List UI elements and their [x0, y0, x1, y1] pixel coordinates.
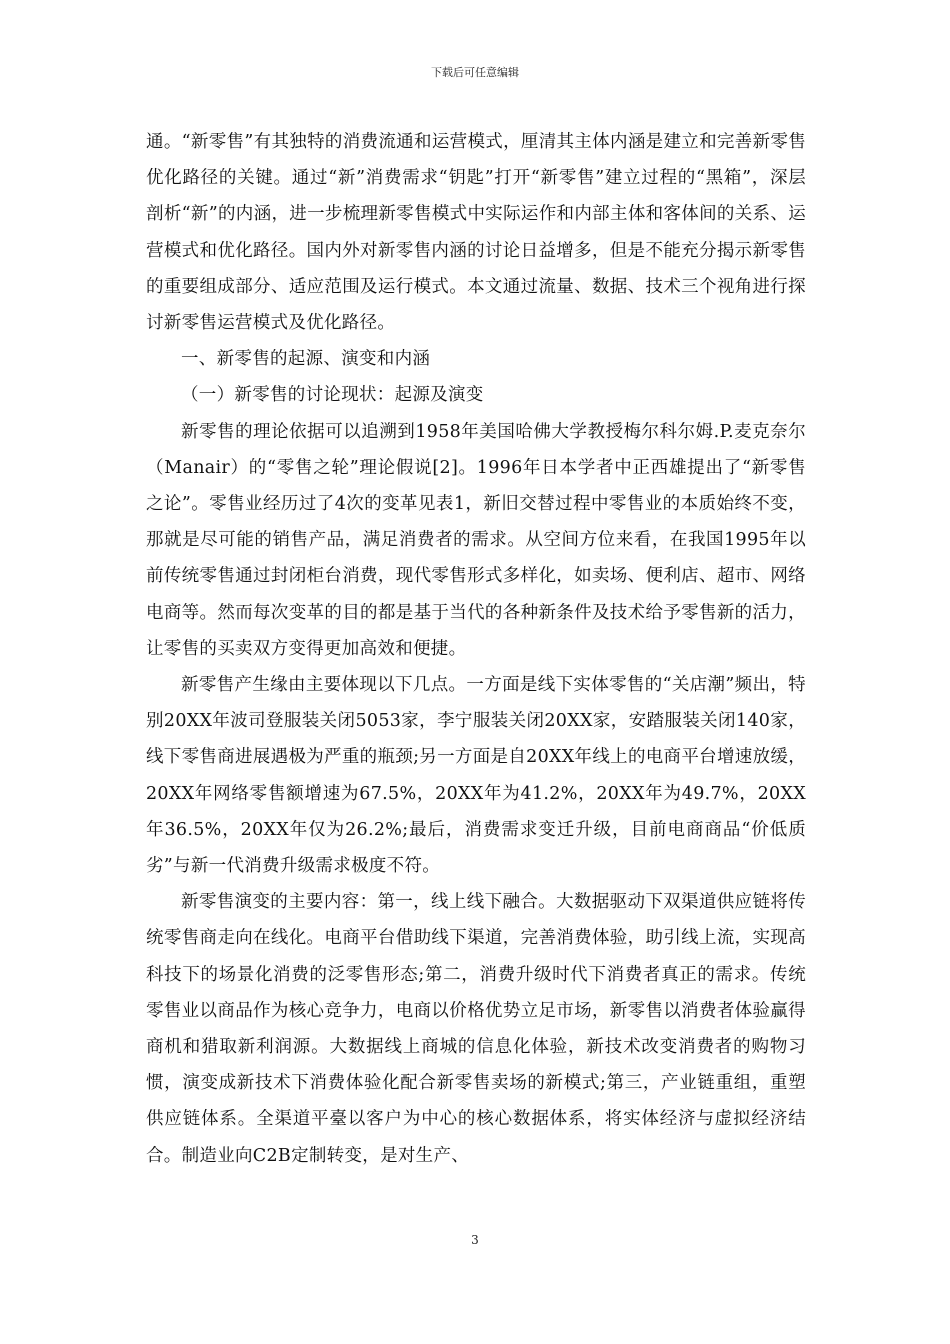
page-number: 3 — [471, 1233, 479, 1247]
page-header: 下载后可任意编辑 — [431, 66, 519, 79]
subsection-heading-1: （一）新零售的讨论现状：起源及演变 — [181, 385, 484, 406]
paragraph-evolution: 新零售演变的主要内容：第一，线上线下融合。大数据驱动下双渠道供应链将传统零售商走向在线化。电商平台借助线下渠道，完善消费体验，助引线上流，实现高科技下的场景化消费的泛零售形态;第二，消费升级时代下消费者真正的需求。传统零售业以商品作为核心竞争力，电商以价格优势立足市场，新零售以消费者体验赢得商机和猎取新利润源。大数据线上商城的信息化体验，新技术改变消费者的购物习惯，演变成新技术下消费体验化配合新零售卖场的新模式;第三，产业链重组，重塑供应链体系。全渠道平臺以客户为中心的核心数据体系，将实体经济与虚拟经济结合。制造业向C2B定制转变，是对生产、 — [146, 892, 806, 1166]
paragraph-theory-origin: 新零售的理论依据可以追溯到1958年美国哈佛大学教授梅尔科尔姆.P.麦克奈尔（Manair）的“零售之轮”理论假说[2]。1996年日本学者中正西雄提出了“新零售之论”。零售业经历过了4次的变革见表1，新旧交替过程中零售业的本质始终不变，那就是尽可能的销售产品，满足消费者的需求。从空间方位来看，在我国1995年以前传统零售通过封闭柜台消费，现代零售形式多样化，如卖场、便利店、超市、网络电商等。然而每次变革的目的都是基于当代的各种新条件及技术给予零售新的活力，让零售的买卖双方变得更加高效和便捷。 — [146, 421, 806, 659]
document-body — [146, 124, 806, 1174]
paragraph-intro-continuation: 通。“新零售”有其独特的消费流通和运营模式，厘清其主体内涵是建立和完善新零售优化路径的关键。通过“新”消费需求“钥匙”打开“新零售”建立过程的“黑箱”，深层剖析“新”的内涵，进一步梳理新零售模式中实际运作和内部主体和客体间的关系、运营模式和优化路径。国内外对新零售内涵的讨论日益增多，但是不能充分揭示新零售的重要组成部分、适应范围及运行模式。本文通过流量、数据、技术三个视角进行探讨新零售运营模式及优化路径。 — [146, 132, 806, 334]
paragraph-causes: 新零售产生缘由主要体现以下几点。一方面是线下实体零售的“关店潮”频出，特别20XX年波司登服装关闭5053家，李宁服装关闭20XX家，安踏服装关闭140家，线下零售商进展遇极为严重的瓶颈;另一方面是自20XX年线上的电商平台增速放缓，20XX年网络零售额增速为67.5%，20XX年为41.2%，20XX年为49.7%，20XX年36.5%，20XX年仅为26.2%;最后，消费需求变迁升级，目前电商商品“价低质劣”与新一代消费升级需求极度不符。 — [146, 675, 806, 877]
section-heading-1: 一、新零售的起源、演变和内涵 — [181, 349, 431, 370]
